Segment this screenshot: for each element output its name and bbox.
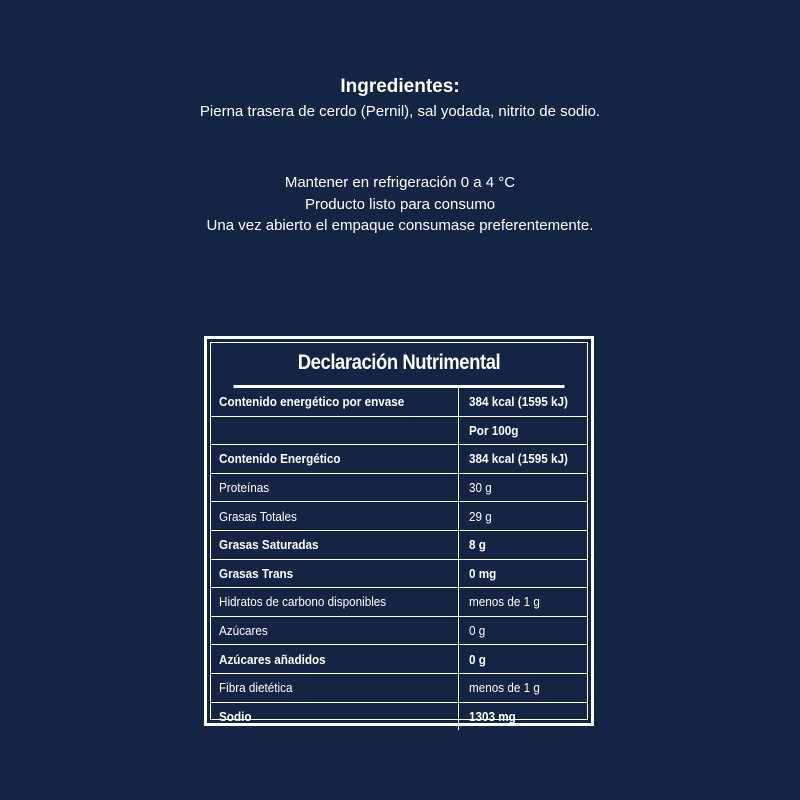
nutrition-facts-table xyxy=(211,388,587,730)
nutrition-label-cell xyxy=(211,588,459,616)
nutrition-value-cell xyxy=(459,645,488,673)
nutrition-row xyxy=(211,674,587,703)
nutrition-value: 0 g xyxy=(469,651,486,667)
nutrition-value-cell xyxy=(459,588,548,616)
nutrition-value: 29 g xyxy=(469,508,492,524)
nutrition-row xyxy=(211,417,587,446)
nutrition-value: 384 kcal (1595 kJ) xyxy=(469,451,568,467)
nutrition-label: Grasas Totales xyxy=(219,508,297,524)
storage-line-refrigeration: Mantener en refrigeración 0 a 4 °C xyxy=(284,174,516,191)
nutrition-label: Grasas Trans xyxy=(219,565,294,581)
nutrition-value: 1303 mg xyxy=(469,708,516,724)
nutrition-label-cell xyxy=(211,531,459,559)
nutrition-label: Azúcares xyxy=(219,623,268,639)
nutrition-row xyxy=(211,474,587,503)
nutrition-facts-frame xyxy=(210,342,588,724)
ingredients-title: Ingredientes: xyxy=(340,76,460,97)
nutrition-value-cell xyxy=(459,560,499,588)
nutrition-value: menos de 1 g xyxy=(469,680,540,696)
nutrition-label: Fibra dietética xyxy=(219,680,293,696)
nutrition-label: Contenido Energético xyxy=(219,451,341,467)
nutrition-label-cell xyxy=(211,703,459,731)
nutrition-value: Por 100g xyxy=(469,422,519,438)
nutrition-row xyxy=(211,445,587,474)
nutrition-value-cell xyxy=(459,417,524,445)
nutrition-row xyxy=(211,388,587,417)
nutrition-row xyxy=(211,502,587,531)
nutrition-value: 30 g xyxy=(469,480,492,496)
nutrition-row xyxy=(211,703,587,731)
nutrition-label: Sodio xyxy=(219,708,252,724)
nutrition-value-cell xyxy=(459,474,494,502)
nutrition-label: Contenido energético por envase xyxy=(219,394,405,410)
nutrition-value-cell xyxy=(459,674,548,702)
nutrition-label: Grasas Saturadas xyxy=(219,537,319,553)
nutrition-value-cell xyxy=(459,617,487,645)
nutrition-row xyxy=(211,645,587,674)
nutrition-facts-panel xyxy=(204,336,594,726)
nutrition-value: 0 mg xyxy=(469,565,497,581)
nutrition-label-cell xyxy=(211,502,459,530)
nutrition-label-cell xyxy=(211,388,459,416)
ingredients-text: Pierna trasera de cerdo (Pernil), sal yodada, nitrito de sodio. xyxy=(199,103,601,120)
nutrition-label-cell xyxy=(211,417,459,445)
nutrition-row xyxy=(211,588,587,617)
nutrition-label-cell xyxy=(211,445,459,473)
nutrition-label-cell xyxy=(211,674,459,702)
nutrition-value-cell xyxy=(459,388,579,416)
nutrition-row xyxy=(211,617,587,646)
nutrition-value-cell xyxy=(459,531,488,559)
nutrition-value: 0 g xyxy=(469,623,486,639)
nutrition-label-cell xyxy=(211,617,459,645)
storage-line-ready: Producto listo para consumo xyxy=(304,195,496,213)
nutrition-value: menos de 1 g xyxy=(469,594,540,610)
storage-line-opened: Una vez abierto el empaque consumase preferentemente. xyxy=(206,217,594,234)
nutrition-label: Azúcares añadidos xyxy=(219,651,326,667)
storage-instructions xyxy=(0,172,800,237)
nutrition-label-cell xyxy=(211,645,459,673)
nutrition-value-cell xyxy=(459,445,579,473)
nutrition-value: 8 g xyxy=(469,537,486,553)
nutrition-row xyxy=(211,560,587,589)
nutrition-row xyxy=(211,531,587,560)
nutrition-label: Proteínas xyxy=(219,480,270,496)
nutrition-label-cell xyxy=(211,560,459,588)
nutrition-value-cell xyxy=(459,502,494,530)
nutrition-label-cell xyxy=(211,474,459,502)
nutrition-facts-title: Declaración Nutrimental xyxy=(234,343,565,388)
nutrition-value-cell xyxy=(459,703,521,731)
nutrition-label: Hidratos de carbono disponibles xyxy=(219,594,387,610)
nutrition-value: 384 kcal (1595 kJ) xyxy=(469,394,568,410)
